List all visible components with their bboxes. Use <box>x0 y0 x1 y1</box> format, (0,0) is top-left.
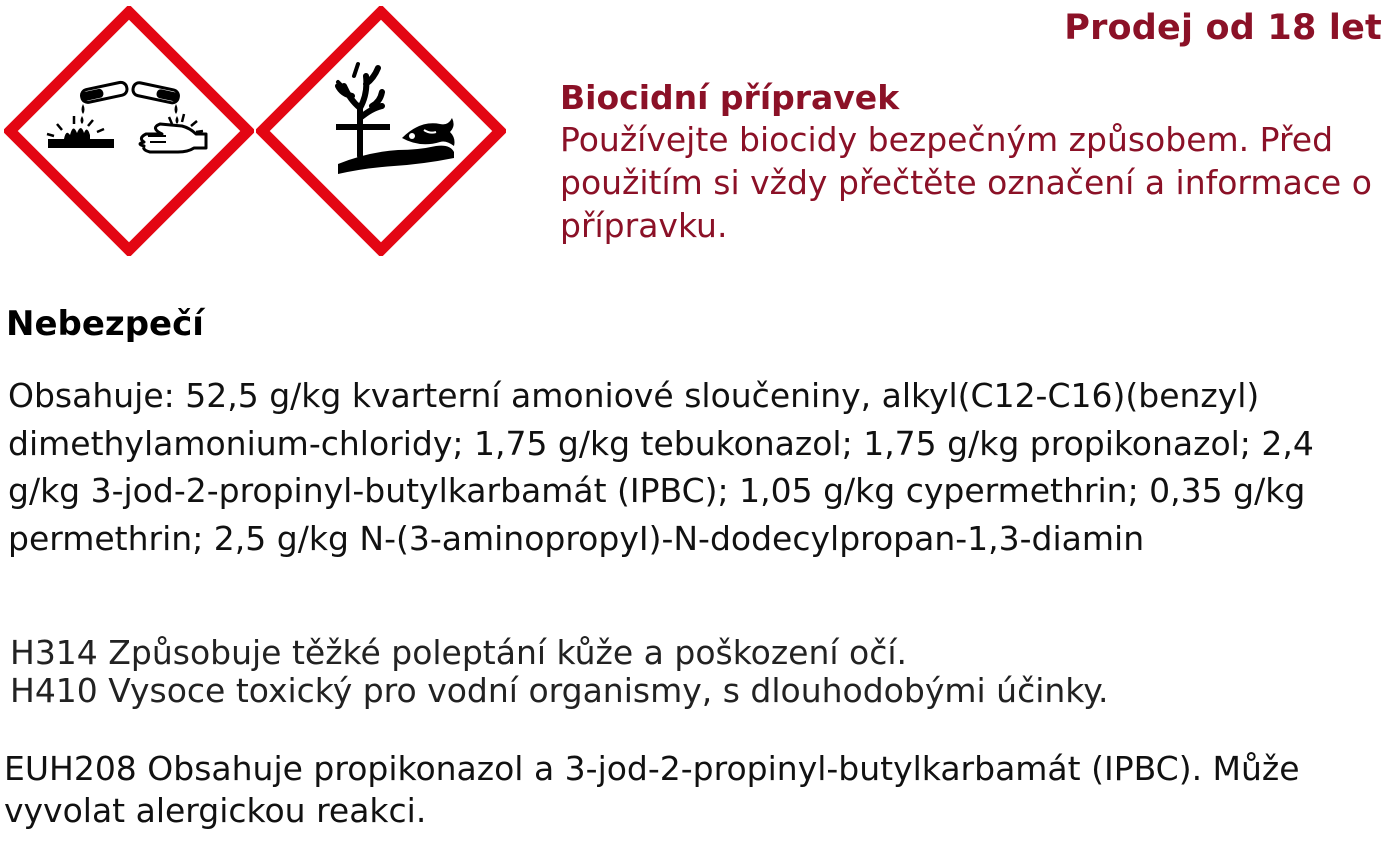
euh-statement: EUH208 Obsahuje propikonazol a 3-jod-2-propinyl-butylkarbamát (IPBC). Může vyvolat alergickou reakci. <box>4 749 1300 830</box>
biocide-text: Používejte biocidy bezpečným způsobem. Před použitím si vždy přečtěte označení a informace o přípravku. <box>560 120 1372 245</box>
corrosion-icon <box>4 6 254 256</box>
environment-hazard-icon <box>256 6 506 256</box>
hazard-statements <box>10 634 1390 710</box>
hazard-statement: H314 Způsobuje těžké poleptání kůže a poškození očí. <box>10 633 908 672</box>
ghs-pictograms <box>4 6 504 256</box>
hazard-statement: H410 Vysoce toxický pro vodní organismy, s dlouhodobými účinky. <box>10 671 1109 710</box>
corrosion-pictogram <box>4 6 254 256</box>
composition-text: Obsahuje: 52,5 g/kg kvarterní amoniové sloučeniny, alkyl(C12-C16)(benzyl) dimethylamonium-chloridy; 1,75 g/kg tebukonazol; 1,75 g/kg propikonazol; 2,4 g/kg 3-jod-2-propinyl-butylkarbamát (IPBC); 1,05 g/kg cypermethrin; 0,35 g/kg permethrin; 2,5 g/kg N-(3-aminopropyI)-N-dodecylpropan-1,3-diamin <box>8 376 1314 558</box>
signal-word: Nebezpečí <box>6 304 204 344</box>
biocide-title: Biocidní přípravek <box>560 78 900 117</box>
biocide-notice <box>560 78 1390 247</box>
age-restriction: Prodej od 18 let <box>1064 8 1382 48</box>
environment-pictogram <box>256 6 506 256</box>
